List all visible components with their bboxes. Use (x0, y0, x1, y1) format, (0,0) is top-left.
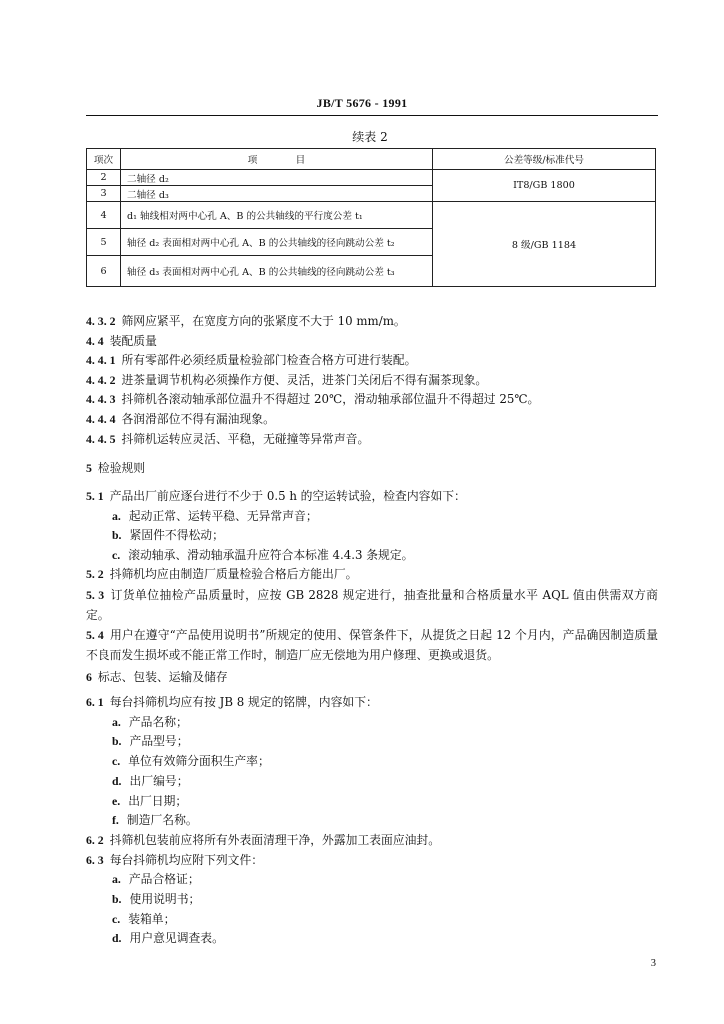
clause-5-1: 5. 1 产品出厂前应逐台进行不少于 0.5 h 的空运转试验，检查内容如下： (86, 489, 466, 503)
section-6-body (86, 693, 658, 949)
section-5-body (86, 487, 658, 665)
clause-4-3-2: 4. 3. 2 筛网应紧平，在宽度方向的张紧度不大于 10 mm/m。 (86, 314, 406, 328)
clause-4-4-3: 4. 4. 3 抖筛机各滚动轴承部位温升不得超过 20℃，滑动轴承部位温升不得超过 25℃。 (86, 392, 540, 407)
tolerance-table (86, 148, 656, 287)
page-number: 3 (650, 958, 656, 969)
table-row (87, 202, 656, 229)
row-no: 5 (87, 229, 121, 256)
list-item: c. 单位有效筛分面积生产率； (112, 754, 270, 769)
section-5-heading: 5 检验规则 (86, 461, 146, 475)
list-item: e. 出厂日期； (112, 793, 188, 808)
grade-cell: IT8/GB 1800 (433, 170, 656, 202)
clause-6-3: 6. 3 每台抖筛机均应附下列文件： (86, 852, 264, 867)
row-no: 4 (87, 202, 121, 229)
list-item: b. 使用说明书； (112, 892, 201, 907)
table-header-row (87, 149, 656, 170)
clause-6-1: 6. 1 每台抖筛机均应有按 JB 8 规定的铭牌，内容如下： (86, 695, 378, 709)
header-no: 项次 (87, 149, 121, 170)
section-6-heading-wrap (86, 667, 658, 687)
row-item: 二轴径 d₂ (121, 170, 433, 186)
clause-5-2: 5. 2 抖筛机均应由制造厂质量检验合格后方能出厂。 (86, 567, 358, 582)
row-no: 3 (87, 186, 121, 202)
header-grade: 公差等级/标准代号 (433, 149, 656, 170)
row-item: d₁ 轴线相对两中心孔 A、B 的公共轴线的平行度公差 t₁ (121, 202, 433, 229)
clause-4-4-5: 4. 4. 5 抖筛机运转应灵活、平稳，无碰撞等异常声音。 (86, 431, 370, 446)
list-item: c. 滚动轴承、滑动轴承温升应符合本标准 4.4.3 条规定。 (112, 547, 414, 562)
table-row (87, 170, 656, 186)
section-4-body (86, 312, 658, 449)
row-item: 轴径 d₃ 表面相对两中心孔 A、B 的公共轴线的径向跳动公差 t₃ (121, 256, 433, 287)
clause-4-4-2: 4. 4. 2 进茶量调节机构必须操作方便、灵活，进茶门关闭后不得有漏茶现象。 (86, 372, 488, 387)
header-item: 项 目 (121, 149, 433, 170)
section-6-heading: 6 标志、包装、运输及储存 (86, 670, 228, 684)
list-item: f. 制造厂名称。 (112, 813, 198, 828)
row-item: 二轴径 d₃ (121, 186, 433, 202)
list-item: c. 装箱单； (112, 911, 176, 926)
grade-cell: 8 级/GB 1184 (433, 202, 656, 287)
clause-4-4-4: 4. 4. 4 各润滑部位不得有漏油现象。 (86, 411, 275, 426)
section-5-heading-wrap (86, 458, 658, 478)
clause-4-4-1: 4. 4. 1 所有零部件必须经质量检验部门检查合格方可进行装配。 (86, 353, 417, 368)
list-item: a. 产品合格证； (112, 872, 200, 887)
clause-5-3: 5. 3 订货单位抽检产品质量时，应按 GB 2828 规定进行，抽查批量和合格质量水平 AQL 值由供需双方商定。 (86, 587, 658, 622)
list-item: d. 出厂编号； (112, 773, 189, 788)
clause-5-4: 5. 4 用户在遵守“产品使用说明书”所规定的使用、保管条件下，从提货之日起 12 个月内，产品确因制造质量不良而发生损坏或不能正常工作时，制造厂应无偿地为用户修理、更换或退货。 (86, 627, 659, 662)
list-item: a. 产品名称； (112, 714, 188, 729)
row-no: 6 (87, 256, 121, 287)
list-item: d. 用户意见调查表。 (112, 931, 224, 946)
table-caption: 续表 2 (352, 130, 388, 144)
standard-code: JB/T 5676 - 1991 (316, 96, 408, 110)
header-rule (86, 115, 658, 116)
clause-6-2: 6. 2 抖筛机包装前应将所有外表面清理干净，外露加工表面应油封。 (86, 832, 441, 847)
row-no: 2 (87, 170, 121, 186)
list-item: a. 起动正常、运转平稳、无异常声音； (112, 508, 318, 523)
clause-4-4: 4. 4 装配质量 (86, 333, 157, 348)
list-item: b. 紧固件不得松动； (112, 528, 224, 543)
row-item: 轴径 d₂ 表面相对两中心孔 A、B 的公共轴线的径向跳动公差 t₂ (121, 229, 433, 256)
list-item: b. 产品型号； (112, 734, 189, 749)
